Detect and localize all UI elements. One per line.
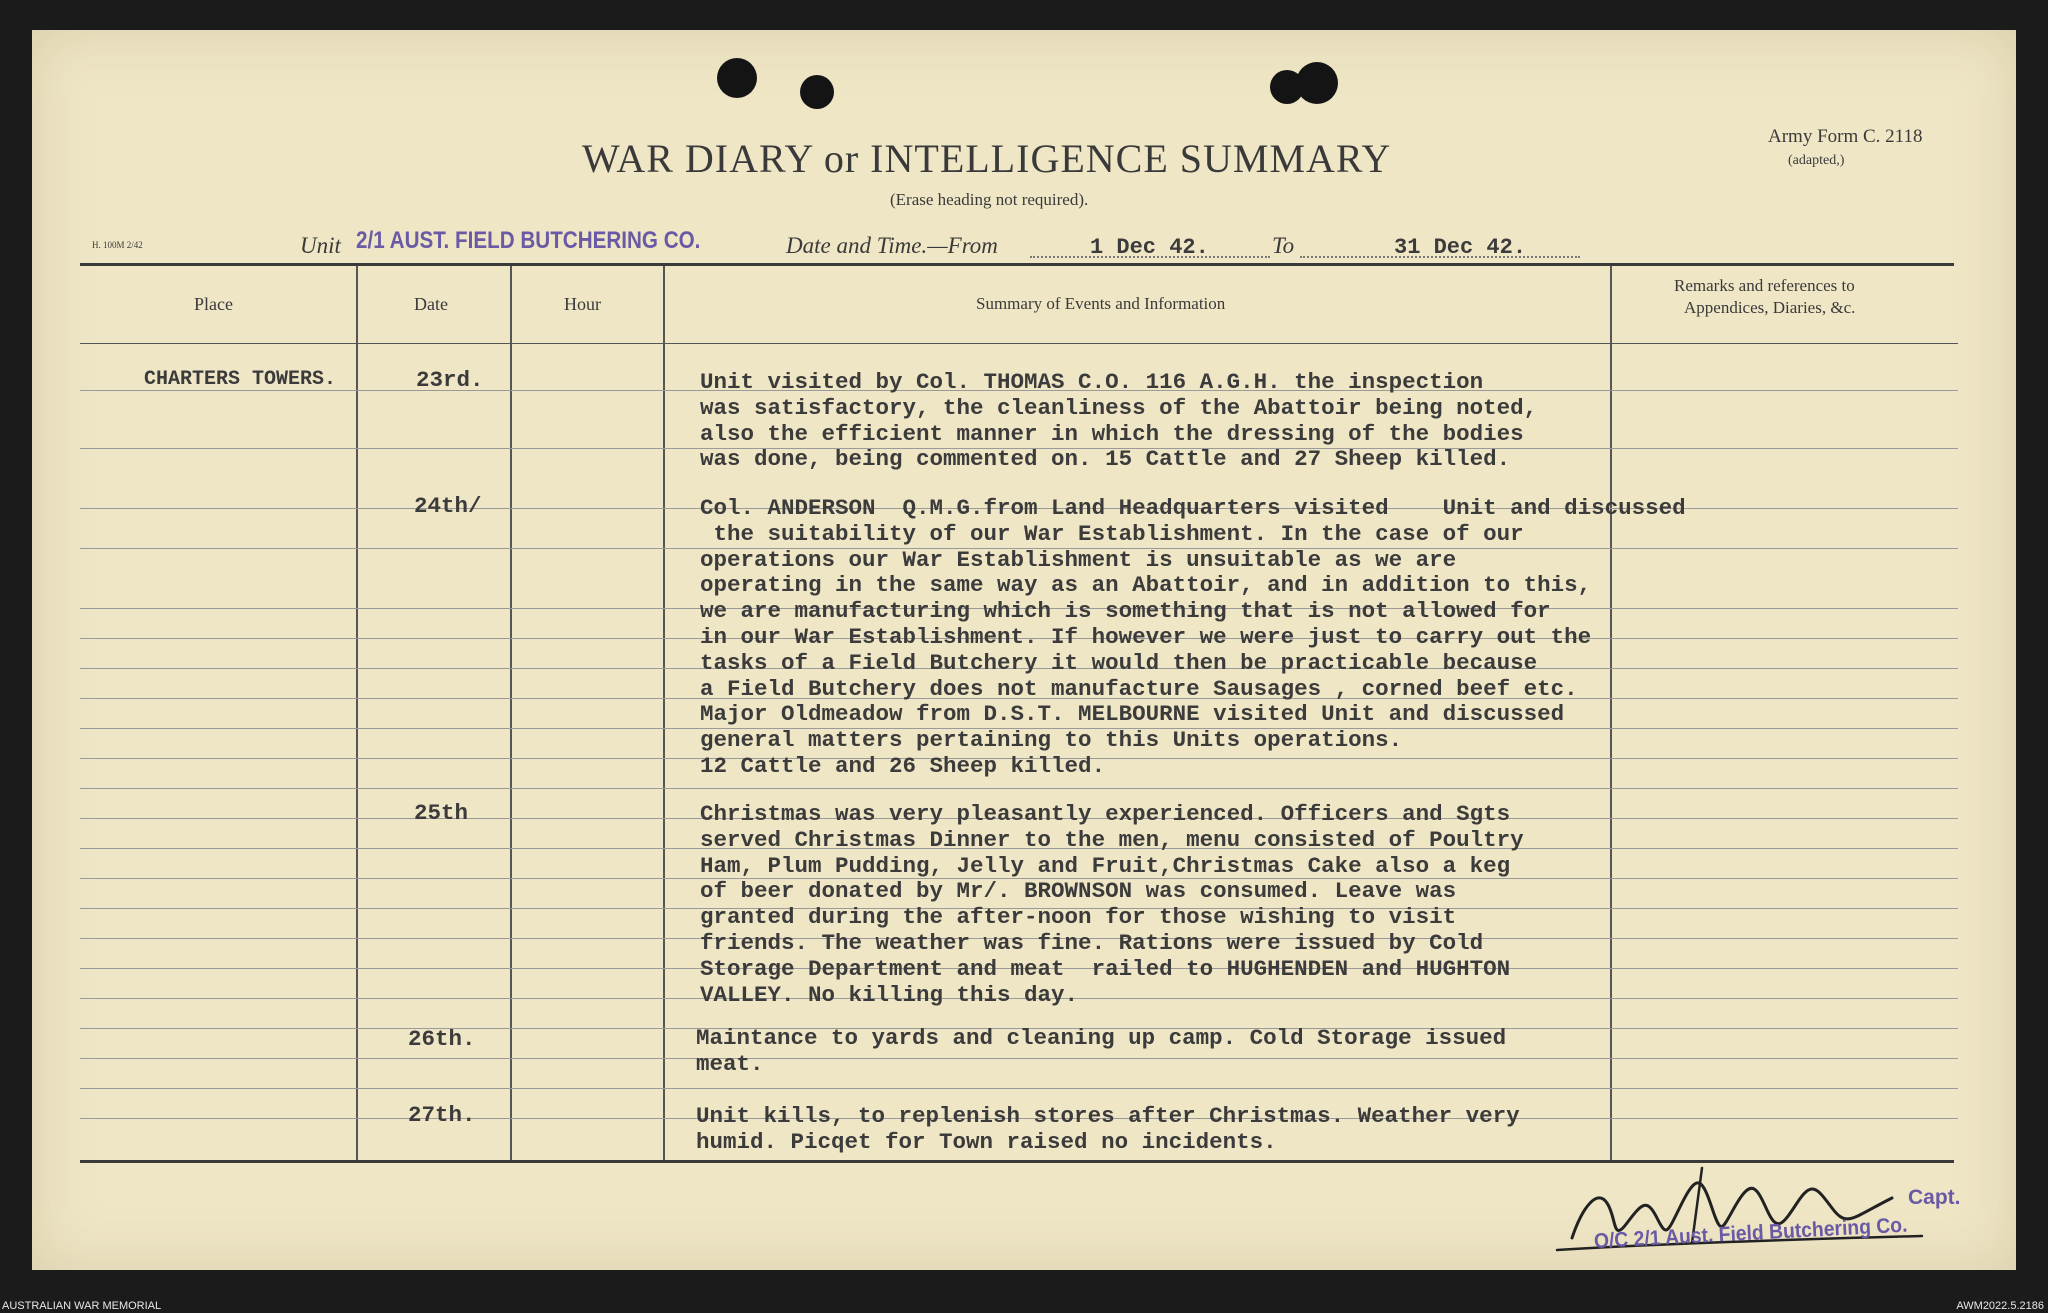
- entry-date: 24th/: [414, 493, 482, 519]
- text-line: was done, being commented on. 15 Cattle and 27 Sheep killed.: [700, 446, 1511, 473]
- adapted-label: (adapted,): [1788, 153, 1845, 168]
- text-line: operating in the same way as an Abattoir, and in addition to this,: [700, 572, 1592, 599]
- text-line: of beer donated by Mr/. BROWNSON was consumed. Leave was: [700, 878, 1457, 905]
- text-line: served Christmas Dinner to the men, menu consisted of Poultry: [700, 826, 1524, 853]
- unit-stamp: 2/1 AUST. FIELD BUTCHERING CO.: [356, 227, 701, 254]
- text-line: Maintance to yards and cleaning up camp. Cold Storage issued: [696, 1025, 1507, 1051]
- text-line: Major Oldmeadow from D.S.T. MELBOURNE visited Unit and discussed: [700, 701, 1565, 728]
- column-divider: [356, 266, 358, 1160]
- entry-text: [700, 496, 1686, 780]
- text-line: we are manufacturing which is something that is not allowed for: [700, 598, 1551, 625]
- diary-page: [32, 30, 2016, 1270]
- column-divider: [510, 266, 512, 1160]
- text-line: meat.: [696, 1050, 764, 1077]
- text-line: granted during the after-noon for those wishing to visit: [700, 904, 1457, 931]
- unit-label: Unit: [300, 233, 341, 258]
- text-line: Col. ANDERSON Q.M.G.from Land Headquarters visited Unit and discussed: [700, 495, 1686, 521]
- oc-stamp: O/C 2/1 Aust. Field Butchering Co.: [1593, 1213, 1908, 1253]
- footer-credit: AUSTRALIAN WAR MEMORIAL: [2, 1300, 162, 1312]
- col-header-summary: Summary of Events and Information: [976, 294, 1226, 313]
- text-line: the suitability of our War Establishment. In the case of our: [700, 520, 1524, 547]
- entry-place: CHARTERS TOWERS.: [144, 368, 337, 391]
- text-line: a Field Butchery does not manufacture Sausages , corned beef etc.: [700, 675, 1578, 702]
- text-line: in our War Establishment. If however we were just to carry out the: [700, 623, 1592, 650]
- entry-text: [696, 1026, 1506, 1078]
- column-divider: [663, 266, 665, 1160]
- footer-accession: AWM2022.5.2186: [1956, 1300, 2044, 1312]
- text-line: tasks of a Field Butchery it would then be practicable because: [700, 649, 1538, 676]
- entry-text: [700, 802, 1524, 1008]
- punch-hole: [717, 58, 757, 98]
- entry-text: [700, 370, 1537, 473]
- punch-hole: [1296, 62, 1338, 104]
- from-date: 1 Dec 42.: [1090, 235, 1209, 260]
- text-line: also the efficient manner in which the dressing of the bodies: [700, 420, 1524, 447]
- col-header-hour: Hour: [564, 294, 601, 314]
- entry-text: [696, 1104, 1520, 1156]
- entry-date: 23rd.: [416, 367, 484, 393]
- col-header-place: Place: [194, 294, 233, 314]
- text-line: operations our War Establishment is unsuitable as we are: [700, 546, 1457, 573]
- col-header-remarks: Remarks and references to: [1674, 276, 1855, 295]
- text-line: 12 Cattle and 26 Sheep killed.: [700, 752, 1106, 779]
- col-header-remarks: Appendices, Diaries, &c.: [1684, 298, 1856, 317]
- form-code: H. 100M 2/42: [92, 240, 143, 250]
- army-form-label: Army Form C. 2118: [1768, 126, 1923, 147]
- to-date: 31 Dec 42.: [1394, 235, 1527, 260]
- text-line: VALLEY. No killing this day.: [700, 981, 1079, 1008]
- punch-hole: [800, 75, 834, 109]
- signature-rank: Capt.: [1908, 1186, 1961, 1209]
- text-line: general matters pertaining to this Units operations.: [700, 727, 1403, 754]
- ruled-line: [80, 1088, 1958, 1089]
- erase-heading-note: (Erase heading not required).: [890, 190, 1089, 209]
- header-bottom-rule: [80, 343, 1958, 344]
- col-header-date: Date: [414, 294, 448, 314]
- text-line: Christmas was very pleasantly experienced. Officers and Sgts: [700, 801, 1511, 827]
- entry-date: 27th.: [408, 1102, 476, 1128]
- text-line: Unit kills, to replenish stores after Christmas. Weather very: [696, 1103, 1520, 1129]
- page-title: WAR DIARY or INTELLIGENCE SUMMARY: [582, 136, 1392, 181]
- table-top-rule: [80, 263, 1954, 266]
- text-line: humid. Picqet for Town raised no incidents.: [696, 1128, 1277, 1155]
- entry-date: 25th: [414, 800, 469, 826]
- text-line: Unit visited by Col. THOMAS C.O. 116 A.G.H. the inspection: [700, 369, 1484, 395]
- to-label: To: [1272, 233, 1295, 258]
- text-line: was satisfactory, the cleanliness of the Abattoir being noted,: [700, 394, 1538, 421]
- entry-date: 26th.: [408, 1026, 476, 1052]
- text-line: friends. The weather was fine. Rations were issued by Cold: [700, 929, 1484, 956]
- text-line: Ham, Plum Pudding, Jelly and Fruit,Christmas Cake also a keg: [700, 852, 1511, 879]
- date-time-label: Date and Time.—From: [786, 233, 998, 258]
- text-line: Storage Department and meat railed to HUGHENDEN and HUGHTON: [700, 955, 1511, 982]
- ruled-line: [80, 788, 1958, 789]
